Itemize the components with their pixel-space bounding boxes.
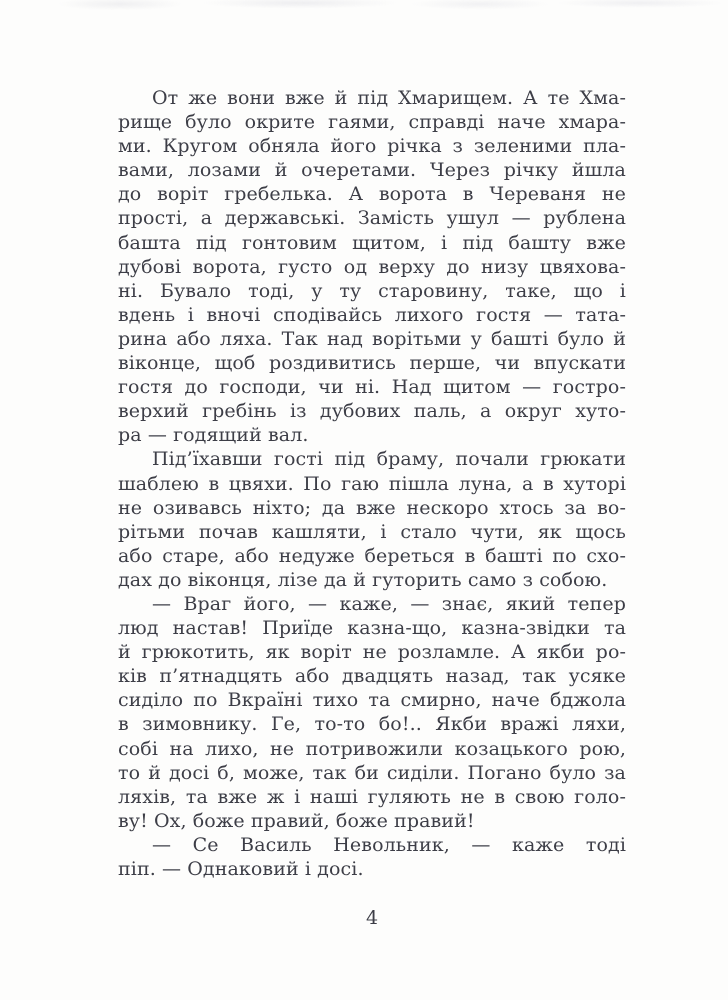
text-line: Під’їхавши гості під браму, почали грюкати bbox=[152, 448, 626, 471]
text-line: не озивавсь ніхто; да вже нескоро хтось за во- bbox=[118, 496, 626, 519]
text-line: гостя до господи, чи ні. Над щитом — гостро- bbox=[118, 376, 626, 399]
text-line: прості, а державські. Замість ушул — рублена bbox=[118, 207, 626, 230]
text-line: ву! Ох, боже правий, боже правий! bbox=[118, 809, 475, 832]
text-line: сиділо по Вкраїні тихо та смирно, наче бджола bbox=[118, 689, 626, 712]
text-line: піп. — Однаковий і досі. bbox=[118, 858, 364, 880]
text-line: — Се Василь Невольник, — каже тоді bbox=[152, 833, 626, 856]
paragraph bbox=[118, 592, 626, 833]
text-line: башта під гонтовим щитом, і під башту вже bbox=[118, 231, 626, 254]
text-line: От же вони вже й під Хмарищем. А те Хма- bbox=[152, 87, 626, 109]
text-line: до воріт гребелька. А ворота в Череваня не bbox=[118, 183, 626, 206]
text-block bbox=[118, 86, 626, 881]
paragraph bbox=[118, 86, 626, 447]
text-line: вами, лозами й очеретами. Через річку йшла bbox=[118, 159, 626, 182]
paragraph bbox=[118, 833, 626, 881]
text-line: рина або ляха. Так над ворітьми у башті було й bbox=[118, 327, 626, 350]
text-line: рище було окрите гаями, справді наче хмара- bbox=[118, 111, 626, 134]
text-line: ляхів, та вже ж і наші гуляють не в свою голо- bbox=[118, 785, 626, 808]
text-line: в зимовнику. Ге, то-то бо!.. Якби вражі ляхи, bbox=[118, 713, 626, 736]
text-line: то й досі б, може, так би сиділи. Погано було за bbox=[118, 761, 626, 784]
text-line: віконце, щоб роздивитись перше, чи впускати bbox=[118, 352, 626, 375]
text-line: — Враг його, — каже, — знає, який тепер bbox=[152, 592, 626, 615]
text-line: дубові ворота, густо од верху до низу цвяхова- bbox=[118, 255, 626, 278]
text-line: шаблею в цвяхи. По гаю пішла луна, а в хуторі bbox=[118, 472, 626, 495]
text-line: ми. Кругом обняла його річка з зеленими пла- bbox=[118, 135, 626, 158]
text-line: ків п’ятнадцять або двадцять назад, так усяке bbox=[118, 665, 626, 688]
text-line: верхий гребінь із дубових паль, а округ хуто- bbox=[118, 400, 626, 423]
paragraph bbox=[118, 447, 626, 592]
text-line: або старе, або недуже береться в башті по схо- bbox=[118, 544, 626, 567]
text-line: рітьми почав кашляти, і стало чути, як щось bbox=[118, 520, 626, 543]
text-line: вдень і вночі сподівайсь лихого гостя — тата- bbox=[118, 303, 626, 326]
text-line: ні. Бувало тоді, у ту старовину, таке, що і bbox=[118, 279, 626, 302]
text-line: собі на лихо, не потривожили козацького рою, bbox=[118, 737, 626, 760]
text-line: дах до віконця, лізе да й гуторить само з собою. bbox=[118, 568, 608, 591]
text-line: ра — годящий вал. bbox=[118, 424, 309, 447]
text-line: люд настав! Приїде казна-що, казна-звідки та bbox=[118, 617, 626, 640]
text-line: й грюкотить, як воріт не розламле. А якби ро- bbox=[118, 641, 626, 664]
page-number: 4 bbox=[365, 907, 379, 929]
scan-artifact-top bbox=[0, 0, 728, 14]
